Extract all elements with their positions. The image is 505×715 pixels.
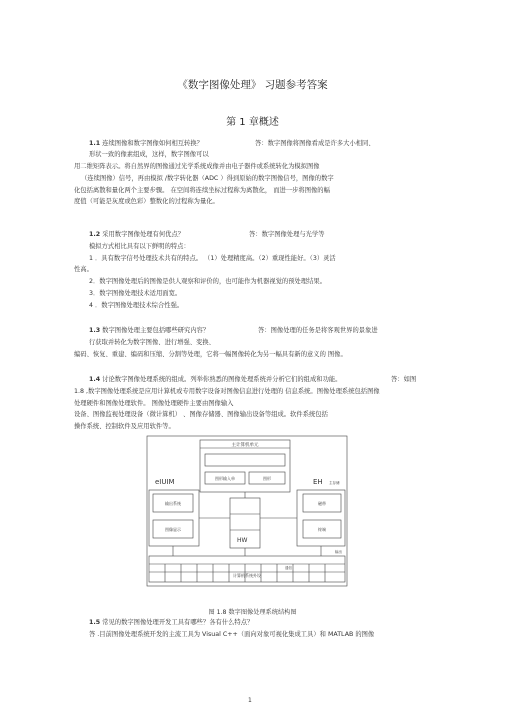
- graphic-input-label: 图形输入单: [215, 476, 235, 481]
- q11-line: 用二维矩阵表示。将自然界的图像通过光学系统成像并由电子器件或系统转化为模拟图像: [74, 163, 320, 170]
- document-title: 《数字图像处理》 习题参考答案: [177, 79, 328, 91]
- q14-line: 处理硬件和图像处理软件。 图像处理硬件主要由图像输入: [74, 400, 234, 407]
- main-unit-label: 主计算机单元: [231, 443, 259, 448]
- q12-line: 2．数字图像处理后的图像是供人观察和评价的，也可能作为机器视觉的预处理结果。: [89, 278, 326, 285]
- q12-line: 模拟方式相比具有以下鲜明的特点：: [89, 243, 190, 250]
- q12-line: 4 ．数字图像处理技术综合性强。: [89, 302, 184, 309]
- q12-question: [89, 231, 184, 239]
- q13-line: 编码、恢复、重建、编码和压缩、分割等处理，它将一幅图像转化为另一幅具有新的意义的 图像。: [74, 351, 347, 358]
- q14-answer-lead: 答：如图: [391, 376, 417, 383]
- q13-answer-lead: 答：图像处理的任务是将客观世界的景象进: [258, 327, 378, 334]
- q14-line: 设备、图像监视处理设备（微计算机） 、图像存储器、图像输出设备等组成。软件系统包括: [74, 411, 328, 418]
- diagram-outer-frame: [147, 436, 347, 586]
- q12-question-text: 采用数字图像处理有何优点？: [102, 231, 185, 238]
- graphic-label: 图形: [263, 476, 271, 481]
- figure-caption: 图 1.8 数字图像处理系统结构图: [208, 609, 297, 616]
- q15-question: [89, 619, 253, 627]
- q13-number: 1.3: [89, 327, 101, 334]
- chapter-heading: 第 1 章概述: [226, 117, 279, 128]
- q14-question: [89, 376, 341, 384]
- q11-line: 形状一致的像素组成，这样，数字图像可以: [89, 151, 209, 158]
- q14-line: 1.8 ,数字图像处理系统是应用计算机或专用数字设备对图像信息进行处理的 信息系统。图像处理系统包括图像: [74, 388, 380, 395]
- side-output-label: 输出: [335, 550, 342, 554]
- q12-number: 1.2: [89, 231, 101, 238]
- bus-small-label: 通信: [285, 566, 292, 570]
- q11-question: [89, 140, 203, 148]
- q11-line: 化包括离散和量化两个主要步骤。 在空间将连续坐标过程称为离散化， 而进一步将图像的幅: [74, 187, 330, 194]
- q14-line: 操作系统、控制软件及应用软件等。: [74, 423, 175, 430]
- q12-line: 性高。: [74, 266, 93, 273]
- q12-answer-lead: 答：数字图像处理与光学等: [249, 231, 325, 238]
- right-tape-label: 磁带: [318, 501, 326, 506]
- q14-question-text: 讨论数字图像处理系统的组成。列举你熟悉的图像处理系统并分析它们的组成和功能。: [102, 376, 342, 383]
- q11-answer-lead: 答：数字图像将图像看成是许多大小相同、: [255, 140, 375, 147]
- right-unit-small-label: 主存储: [329, 481, 340, 485]
- right-unit-label: EH: [313, 478, 323, 486]
- left-display-label: 图像显示: [165, 527, 181, 532]
- q14-number: 1.4: [89, 376, 101, 383]
- q12-line: 3．数字图像处理技术适用面宽。: [89, 290, 182, 297]
- q11-line: （连续图像）信号，再由模拟 /数字转化器（ADC ）得到原始的数字图像信号，图像的数字: [81, 175, 334, 182]
- q13-question: [89, 327, 209, 335]
- page-number: 1: [248, 697, 252, 704]
- q11-number: 1.1: [89, 140, 101, 147]
- q11-question-text: 连续图像和数字图像如何相互转换？: [102, 140, 203, 147]
- bus-label: 计算机系统外设: [233, 573, 261, 578]
- center-module-label: HW: [237, 537, 248, 544]
- peripheral-bus-box: [149, 556, 345, 582]
- q12-line: 1 ．具有数字信号处理技术共有的特点。 （1）处理精度高。（2）重现性能好。（3）灵活: [89, 255, 336, 262]
- q13-question-text: 数字图像处理主要包括哪些研究内容？: [102, 327, 210, 334]
- q15-number: 1.5: [89, 619, 101, 626]
- left-output-label: 输出系统: [165, 501, 181, 506]
- q15-line: 答 .目前图像处理系统开发的主流工具为 Visual C++（面向对象可视化集成工具）和 MATLAB 的图像: [89, 631, 375, 638]
- left-unit-label: eIUIM: [155, 478, 175, 486]
- q13-line: 行获取并转化为数字图像、进行增强、变换、: [89, 339, 215, 346]
- right-terminal-label: 终端: [318, 527, 326, 532]
- system-structure-diagram: [145, 434, 350, 601]
- q11-line: 度值（可能是灰度或色彩）整数化的过程称为量化。: [74, 198, 219, 205]
- q15-question-text: 常见的数字图像处理开发工具有哪些？各有什么特点？: [102, 619, 254, 626]
